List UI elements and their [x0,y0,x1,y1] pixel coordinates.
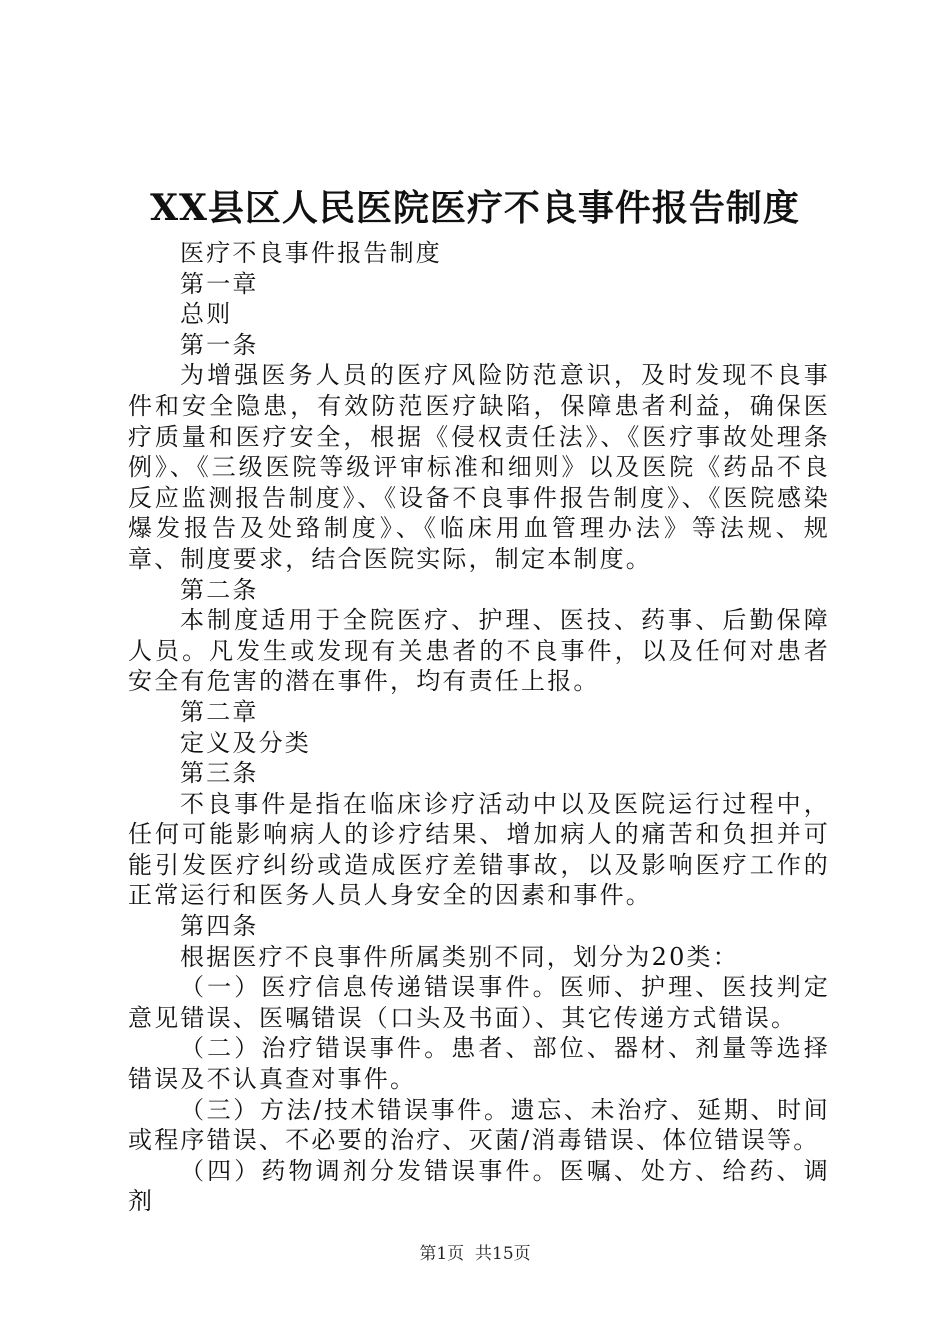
document-body [128,238,830,1217]
paragraph: （一）医疗信息传递错误事件。医师、护理、医技判定意见错误、医嘱错误（口头及书面）、其它传递方式错误。 [128,973,830,1032]
section-heading: 医疗不良事件报告制度 [180,239,442,267]
section-heading: 定义及分类 [180,728,311,757]
paragraph: （二）治疗错误事件。患者、部位、器材、剂量等选择错误及不认真查对事件。 [128,1034,830,1094]
section-heading: 第二条 [180,575,259,604]
paragraph: 为增强医务人员的医疗风险防范意识，及时发现不良事件和安全隐患，有效防范医疗缺陷，保障患者利益，确保医疗质量和医疗安全，根据《侵权责任法》、《医疗事故处理条例》、《三级医院等级评审标准和细则》以及医院《药品不良反应监测报告制度》、《设备不良事件报告制度》、《医院感染爆发报告及处臵制度》、《临床用血管理办法》等法规、规章、制度要求，结合医院实际，制定本制度。 [128,361,830,573]
page-footer [0,1243,950,1265]
section-heading: 第一条 [180,330,259,359]
section-heading: 总则 [180,300,233,329]
paragraph: （四）药物调剂分发错误事件。医嘱、处方、给药、调剂 [128,1156,830,1216]
page-number: 第1页 [419,1244,465,1264]
paragraph: 不良事件是指在临床诊疗活动中以及医院运行过程中，任何可能影响病人的诊疗结果、增加病人的痛苦和负担并可能引发医疗纠纷或造成医疗差错事故，以及影响医疗工作的正常运行和医务人员人身安全的因素和事件。 [128,789,830,910]
section-heading: 根据医疗不良事件所属类别不同，划分为20类： [180,942,739,971]
paragraph: 本制度适用于全院医疗、护理、医技、药事、后勤保障人员。凡发生或发现有关患者的不良事件，以及任何对患者安全有危害的潜在事件，均有责任上报。 [128,606,830,696]
document-title: XX县区人民医院医疗不良事件报告制度 [150,187,800,229]
section-heading: 第四条 [180,912,259,941]
page-total: 共15页 [475,1244,531,1264]
paragraph: （三）方法/技术错误事件。遗忘、未治疗、延期、时间或程序错误、不必要的治疗、灭菌/消毒错误、体位错误等。 [128,1095,830,1155]
section-heading: 第三条 [180,759,259,788]
section-heading: 第二章 [180,697,259,726]
section-heading: 第一章 [180,269,259,298]
